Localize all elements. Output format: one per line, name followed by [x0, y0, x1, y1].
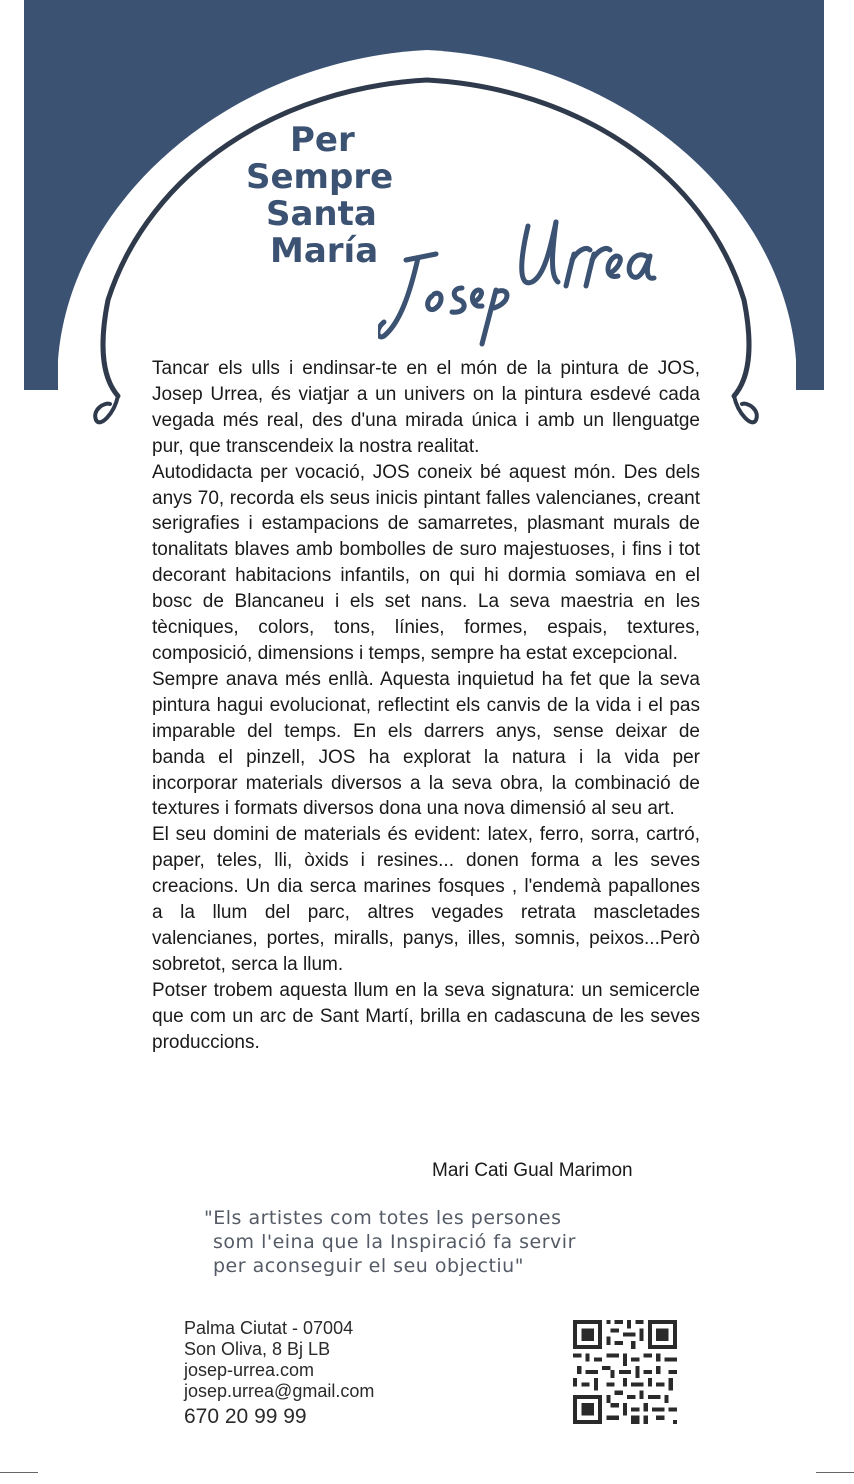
title-line-2: Sempre: [246, 157, 394, 197]
signature-logo: [378, 198, 668, 348]
contact-email[interactable]: josep.urrea@gmail.com: [184, 1381, 375, 1401]
crop-mark: [0, 1472, 38, 1473]
author-name: Mari Cati Gual Marimon: [432, 1160, 633, 1181]
quote: [204, 1206, 576, 1278]
contact-phone: 670 20 99 99: [184, 1405, 307, 1428]
quote-line-1: "Els artistes com totes les persones: [204, 1207, 562, 1229]
title: [246, 122, 393, 270]
title-line-1: Per: [290, 120, 355, 160]
quote-line-3: per aconseguir el seu objectiu": [213, 1255, 524, 1277]
paragraph: Autodidacta per vocació, JOS coneix bé aquest món. Des dels anys 70, recorda els seus inicis pintant falles valencianes, creant serigrafies i estampacions de samarretes, plasmant murals de tonalitats blaves amb bombolles de suro majestuoses, i fins i tot decorant habitacions infantils, on qui hi dormia somiava en el bosc de Blancaneu i els set nans. La seva maestria en les tècniques, colors, tons, línies, formes, espais, textures, composició, dimensions i temps, sempre ha estat excepcional.: [152, 461, 700, 664]
paragraph: Potser trobem aquesta llum en la seva signatura: un semicercle que com un arc de Sant Martí, brilla en cadascuna de les seves produccions.: [152, 979, 700, 1053]
body-text: [152, 356, 700, 1055]
quote-line-2: som l'eina que la Inspiració fa servir: [213, 1231, 576, 1253]
contact-city: Palma Ciutat - 07004: [184, 1318, 354, 1338]
contact-website[interactable]: josep-urrea.com: [184, 1360, 315, 1380]
paragraph: Tancar els ulls i endinsar-te en el món de la pintura de JOS, Josep Urrea, és viatjar a un univers on la pintura esdevé cada vegada més real, des d'una mirada única i amb un llenguatge pur, que transcendeix la nostra realitat.: [152, 358, 700, 457]
title-line-4: María: [270, 231, 379, 271]
contact-address: Son Oliva, 8 Bj LB: [184, 1339, 331, 1359]
paragraph: El seu domini de materials és evident: latex, ferro, sorra, cartró, paper, teles, lli, òxids i resines... donen forma a les seves creacions. Un dia serca marines fosques , l'endemà papallones a la llum del parc, altres vegades retrata mascletades valencianes, portes, miralls, panys, illes, somnis, peixos...Però sobretot, serca la llum.: [152, 824, 700, 975]
title-line-3: Santa: [266, 194, 377, 234]
crop-mark: [816, 1472, 854, 1473]
qr-code-icon: [572, 1320, 678, 1424]
contact-info: [184, 1318, 374, 1432]
paragraph: Sempre anava més enllà. Aquesta inquietud ha fet que la seva pintura hagui evolucionat, reflectint els canvis de la vida i el pas imparable del temps. En els darrers anys, sense deixar de banda el pinzell, JOS ha explorat la natura i la vida per incorporar materials diversos a la seva obra, la combinació de textures i formats diversos dona una nova dimensió al seu art.: [152, 668, 700, 820]
